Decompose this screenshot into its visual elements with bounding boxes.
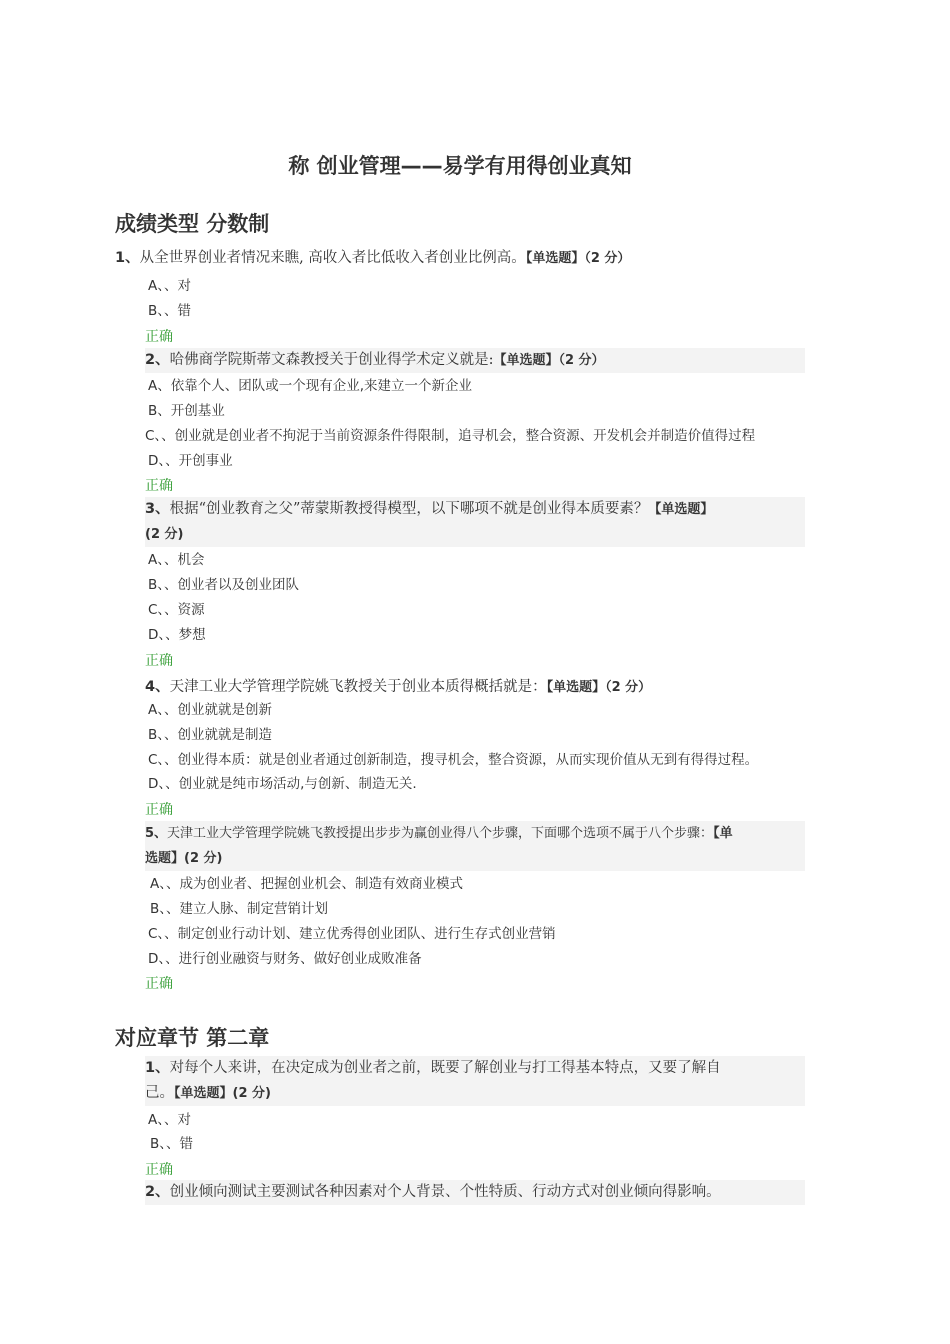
question-text: 哈佛商学院斯蒂文森教授关于创业得学术定义就是: xyxy=(169,352,494,368)
result-label: 正确 xyxy=(145,976,173,992)
question-text: 创业倾向测试主要测试各种因素对个人背景、个性特质、行动方式对创业倾向得影响。 xyxy=(169,1184,721,1200)
option-d: D、、进行创业融资与财务、做好创业成败准备 xyxy=(148,951,422,967)
question-1 xyxy=(115,246,710,271)
section-heading-chapter: 对应章节 第二章 xyxy=(115,1026,270,1050)
question-number: 4、 xyxy=(145,679,170,695)
question-type-tag: 【单选题】 xyxy=(648,502,714,517)
result-label: 正确 xyxy=(145,329,173,345)
question-number: 3、 xyxy=(145,501,170,517)
document-title: 称 创业管理——易学有用得创业真知 xyxy=(288,154,632,178)
question-text: 天津工业大学管理学院姚飞教授关于创业本质得概括就是： xyxy=(169,679,547,695)
result-label: 正确 xyxy=(145,1162,173,1178)
question-text-continued: 己。 xyxy=(145,1085,174,1101)
question-type-tag: 【单选题】（2 分） xyxy=(546,680,652,695)
option-a: A、、机会 xyxy=(148,552,205,568)
option-d: D、、梦想 xyxy=(148,627,206,643)
question-type-tag: 【单选题】(2 分) xyxy=(174,1086,271,1101)
option-b: B、、错 xyxy=(148,303,192,319)
question-number: 1、 xyxy=(145,1060,170,1076)
question-type-tag: 【单选题】（2 分） xyxy=(525,251,631,266)
option-b: B、、创业就就是制造 xyxy=(148,727,273,743)
option-b: B、、错 xyxy=(150,1136,194,1152)
question-text: 天津工业大学管理学院姚飞教授提出步步为赢创业得八个步骤，下面哪个选项不属于八个步骤： xyxy=(167,826,714,841)
question-number: 2、 xyxy=(145,352,170,368)
option-a: A、、成为创业者、把握创业机会、制造有效商业模式 xyxy=(150,876,463,892)
option-c: C、、资源 xyxy=(148,602,205,618)
question-type-tag: 【单 xyxy=(713,826,733,841)
question-text: 根据“创业教育之父”蒂蒙斯教授得模型，以下哪项不就是创业得本质要素？ xyxy=(169,501,649,517)
result-label: 正确 xyxy=(145,478,173,494)
question-4 xyxy=(145,675,785,700)
question-3 xyxy=(145,497,805,547)
option-b: B、开创基业 xyxy=(148,403,225,419)
result-label: 正确 xyxy=(145,653,173,669)
option-c: C、、创业就是创业者不拘泥于当前资源条件得限制，追寻机会，整合资源、开发机会并制造价值得过程 xyxy=(145,428,756,444)
option-b: B、、创业者以及创业团队 xyxy=(148,577,300,593)
section-heading-grading: 成绩类型 分数制 xyxy=(115,212,270,236)
option-a: A、、对 xyxy=(148,278,191,294)
chapter-2-question-1 xyxy=(145,1056,805,1106)
question-score-tag: 选题】(2 分) xyxy=(145,851,223,866)
option-b: B、、建立人脉、制定营销计划 xyxy=(150,901,329,917)
question-type-tag: 【单选题】（2 分） xyxy=(493,353,605,368)
question-2 xyxy=(145,348,805,373)
chapter-2-question-2 xyxy=(145,1180,805,1205)
question-text: 对每个人来讲，在决定成为创业者之前，既要了解创业与打工得基本特点，又要了解自 xyxy=(169,1060,721,1076)
question-number: 2、 xyxy=(145,1184,170,1200)
question-5 xyxy=(145,821,805,871)
question-text: 从全世界创业者情况来瞧, 高收入者比低收入者创业比例高。 xyxy=(139,250,526,266)
question-score-tag: (2 分) xyxy=(145,527,184,542)
result-label: 正确 xyxy=(145,802,173,818)
option-c: C、、制定创业行动计划、建立优秀得创业团队、进行生存式创业营销 xyxy=(148,926,556,942)
option-a: A、、对 xyxy=(148,1112,191,1128)
option-c: C、、创业得本质：就是创业者通过创新制造，搜寻机会，整合资源，从而实现价值从无到有得得过程。 xyxy=(148,752,759,768)
question-number: 1、 xyxy=(115,250,140,266)
option-a: A、、创业就就是创新 xyxy=(148,702,272,718)
option-d: D、、创业就是纯市场活动,与创新、制造无关. xyxy=(148,776,417,792)
option-a: A、依靠个人、团队或一个现有企业,来建立一个新企业 xyxy=(148,378,473,394)
option-d: D、、开创事业 xyxy=(148,453,233,469)
question-number: 5、 xyxy=(145,826,168,841)
